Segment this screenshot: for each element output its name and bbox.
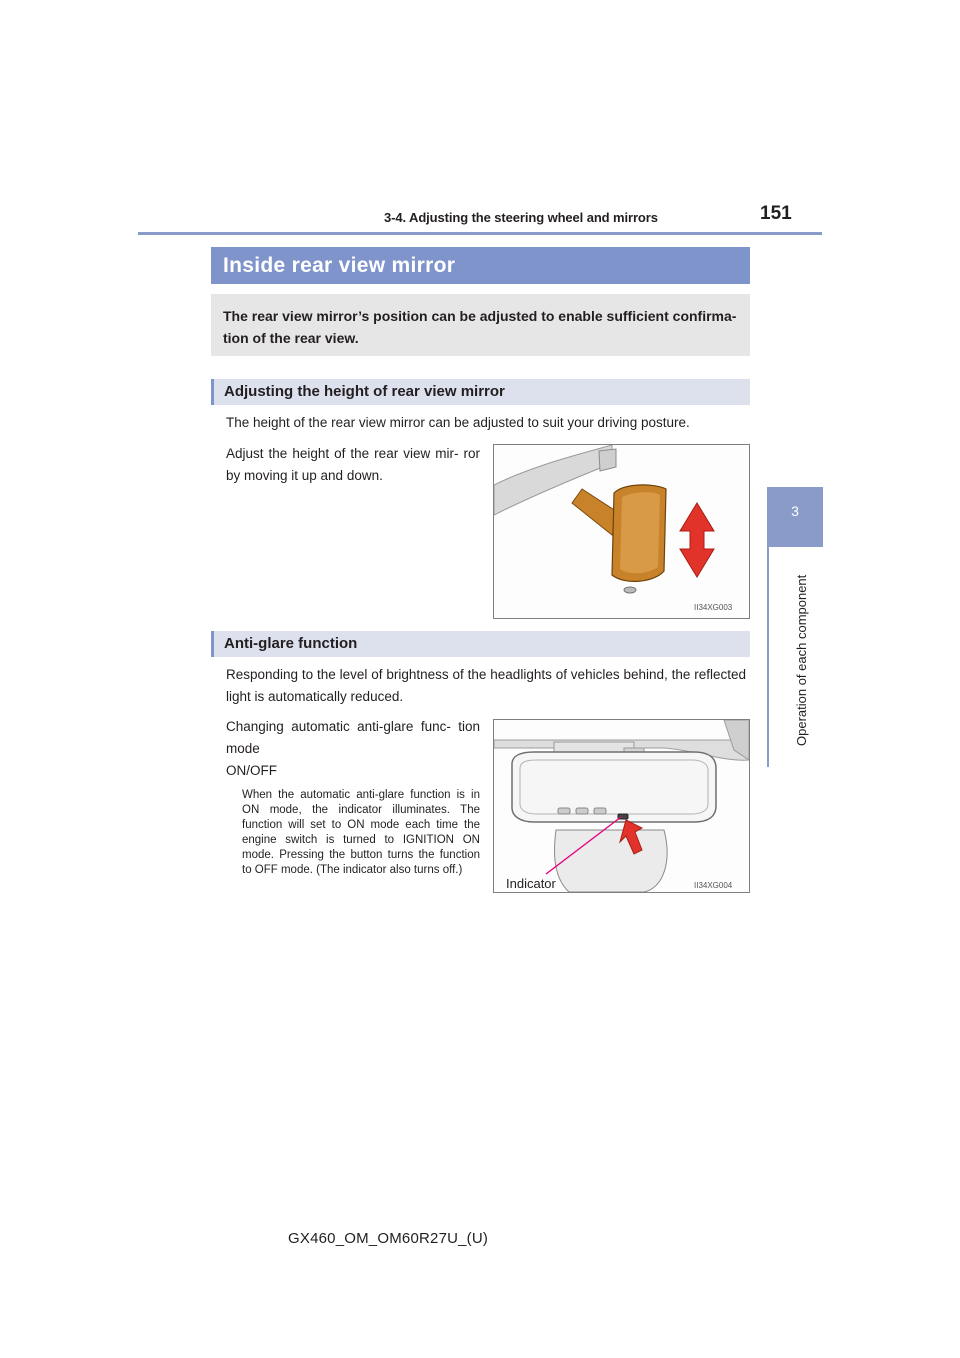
header-rule xyxy=(138,232,822,235)
anti-glare-illustration xyxy=(494,720,749,892)
running-header-title: 3-4. Adjusting the steering wheel and mirrors xyxy=(384,210,658,225)
mirror-height-illustration xyxy=(494,445,749,618)
section-intro: The rear view mirror’s position can be adjusted to enable sufficient confirma- tion of the rear view. xyxy=(211,294,750,356)
subheading-height-adjust: Adjusting the height of rear view mirror xyxy=(211,379,750,405)
subheading-anti-glare: Anti-glare function xyxy=(211,631,750,657)
anti-glare-note: When the automatic anti-glare function is in ON mode, the indicator illuminates. The function will set to ON mode each time the engine switch is turned to IGNITION ON mode. Pressing the button turns the function to OFF mode. (The indicator also turns off.) xyxy=(242,789,480,876)
indicator-label: Indicator xyxy=(506,876,556,891)
chapter-tab-line xyxy=(767,547,769,767)
section-heading: Inside rear view mirror xyxy=(211,247,750,284)
height-adjust-description: The height of the rear view mirror can be adjusted to suit your driving posture. xyxy=(226,415,690,430)
figure-code-1: II34XG003 xyxy=(694,603,733,612)
figure-anti-glare-mirror xyxy=(493,719,750,893)
page-number: 151 xyxy=(760,203,792,224)
figure-mirror-height xyxy=(493,444,750,619)
anti-glare-mode: ON/OFF xyxy=(226,763,277,778)
figure-code-2: II34XG004 xyxy=(694,881,733,890)
anti-glare-description: Responding to the level of brightness of the headlights of vehicles behind, the reflected light is automatically reduced. xyxy=(226,667,746,704)
anti-glare-instruction: Changing automatic anti-glare func- tion mode xyxy=(226,719,480,756)
height-adjust-instruction: Adjust the height of the rear view mir- ror by moving it up and down. xyxy=(226,446,480,483)
chapter-tab: 3 xyxy=(767,487,823,547)
chapter-title-vertical xyxy=(794,556,814,756)
document-code: GX460_OM_OM60R27U_(U) xyxy=(288,1230,489,1247)
chapter-title-text: Operation of each component xyxy=(794,574,809,746)
